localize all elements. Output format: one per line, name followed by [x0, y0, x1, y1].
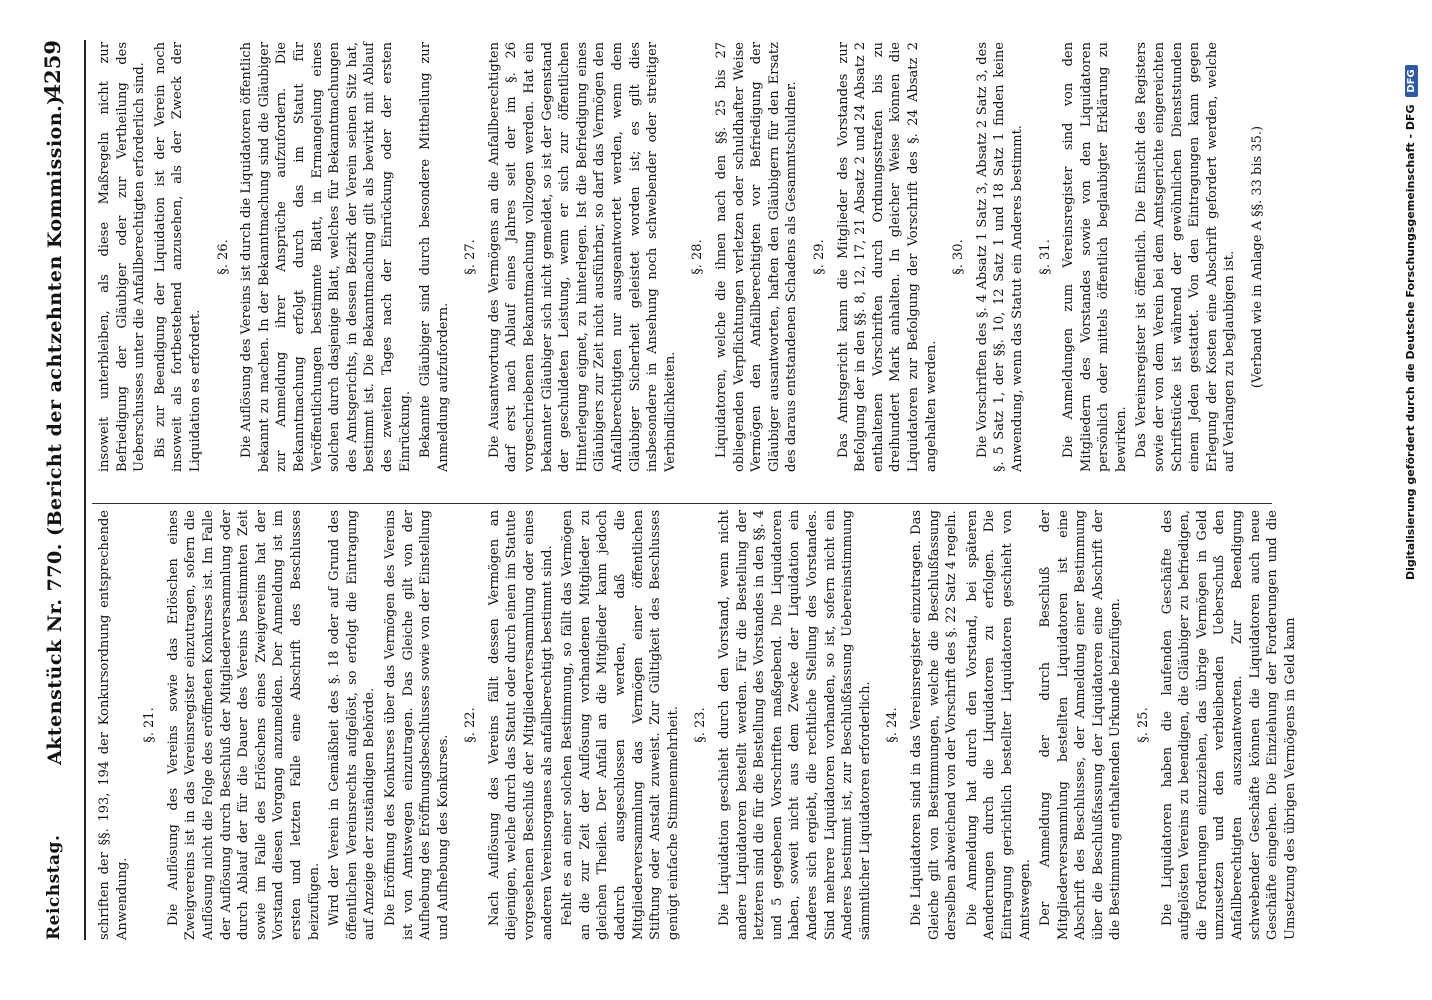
paragraph: Wird der Verein in Gemäßheit des §. 18 oder auf Grund des öffentlichen Vereinsrechts aufgelöst, so erfolgt die Eintragung auf Anzeige der zuständigen Behörde. — [327, 510, 378, 940]
section-heading: §. 22. — [463, 707, 479, 743]
paragraph: Der Anmeldung der durch Beschluß der Mitgliederversammlung bestellten Liquidatoren ist eine Abschrift des Beschlusses, der Anmeldung einer Bestimmung über die Beschlußfassung der Liquidatoren eine Abschrift der die Bestimmung enthaltenden Urkunde beizufügen. — [1038, 510, 1124, 940]
header-title: Aktenstück Nr. 770. (Bericht der achtzehnten Kommission.) — [44, 95, 66, 765]
digitization-credit — [1404, 0, 1422, 580]
paragraph: Das Amtsgericht kann die Mitglieder des Vorstandes zur Befolgung der in den §§. 8, 12, 17, 21 Absatz 2 und 24 Absatz 2 enthaltenen Vorschriften durch Ordnungsstrafen bis zu dreihundert Mark anhalten. In gleicher Weise können die Liquidatoren zur Befolgung der Vorschrift des §. 24 Absatz 2 angehalten werden. — [835, 42, 939, 472]
paragraph: Die Vorschriften des §. 4 Absatz 1 Satz 3, Absatz 2 Satz 3, des §. 5 Satz 1, der §§. 10, 12 Satz 1 und 18 Satz 1 finden keine Anwendung, wenn das Statut ein Anderes bestimmt. — [974, 42, 1025, 472]
paragraph: Die Anmeldungen zum Vereinsregister sind von den Mitgliedern des Vorstandes sowie von den Liquidatoren persönlich oder mittels öffentlich beglaubigter Erklärung zu bewirken. — [1061, 42, 1129, 472]
section-heading: §. 31. — [1037, 239, 1053, 275]
section-heading: §. 25. — [1136, 707, 1152, 743]
paragraph: schriften der §§. 193, 194 der Konkursordnung entsprechende Anwendung. — [97, 510, 130, 940]
paragraph: Die Liquidation geschieht durch den Vorstand, wenn nicht andere Liquidatoren bestellt werden. Für die Bestellung der letzteren sind die für die Bestellung des Vorstandes in den §§. 4 und 5 gegebenen Vorschriften maßgebend. Die Liquidatoren haben, soweit nicht aus dem Zwecke der Liquidation ein Anderes sich ergiebt, die rechtliche Stellung des Vorstandes. Sind mehrere Liquidatoren vorhanden, so ist, sofern nicht ein Anderes bestimmt ist, zur Beschlußfassung Uebereinstimmung sämmtlicher Liquidatoren erforderlich. — [717, 510, 873, 940]
left-column — [96, 510, 1298, 940]
paragraph: Liquidatoren, welche die ihnen nach den §§. 25 bis 27 obliegenden Verpflichtungen verletzen oder schuldhafter Weise Vermögen den Anfallberechtigten vor Befriedigung der Gläubiger ausantworten, haften den Gläubigern für den Ersatz des daraus entstandenen Schadens als Gesammtschuldner. — [714, 42, 800, 472]
paragraph: Bis zur Beendigung der Liquidation ist der Verein noch insoweit als fortbestehend anzusehen, als der Zweck der Liquidation es erfordert. — [152, 42, 203, 472]
header-rule — [84, 40, 86, 940]
section-heading: §. 29. — [811, 239, 827, 275]
paragraph: Die Ausantwortung des Vermögens an die Anfallberechtigten darf erst nach Ablauf eines Jahres seit der im §. 26 vorgeschriebenen Bekanntmachung vollzogen werden. Hat ein bekannter Gläubiger sich nicht gemeldet, so ist der Gegenstand der geschuldeten Leistung, wenn er sich zur öffentlichen Hinterlegung eignet, zu hinterlegen. Ist die Befriedigung eines Gläubigers zur Zeit nicht ausführbar, so darf das Vermögen den Anfallberechtigten nur ausgeantwortet werden, wenn dem Gläubiger Sicherheit geleistet worden ist; es gilt dies insbesondere in Ansehung noch schwebender oder streitiger Verbindlichkeiten. — [486, 42, 678, 472]
paragraph: Nach Auflösung des Vereins fällt dessen Vermögen an diejenigen, welche durch das Statut oder durch einen im Statute vorgesehenen Beschluß der Mitgliederversammlung oder eines anderen Vereinsorganes als anfallberechtigt bestimmt sind. — [486, 510, 555, 940]
credit-text: Digitalisierung gefördert durch die Deutsche Forschungsgemeinschaft - DFG — [1404, 104, 1417, 580]
section-heading: §. 30. — [951, 239, 967, 275]
page-header — [38, 40, 78, 940]
section-heading: §. 21. — [142, 707, 158, 743]
paragraph: Das Vereinsregister ist öffentlich. Die Einsicht des Registers sowie der von dem Verein bei dem Amtsgerichte eingereichten Schriftstücke ist während der gewöhnlichen Dienststunden einem Jeden gestattet. Von den Eintragungen kann gegen Erlegung der Kosten eine Abschrift gefordert werden, welche auf Verlangen zu beglaubigen ist. — [1134, 42, 1238, 472]
dfg-logo-icon: DFG — [1405, 65, 1418, 96]
section-heading: §. 23. — [693, 707, 709, 743]
paragraph: Die Liquidatoren sind in das Vereinsregister einzutragen. Das Gleiche gilt von Bestimmungen, welche die Beschlußfassung derselben abweichend von der Vorschrift des §. 22 Satz 4 regeln. — [908, 510, 960, 940]
column-divider — [92, 503, 1272, 504]
page-number: 4259 — [40, 40, 65, 99]
paragraph: Die Eröffnung des Konkurses über das Vermögen des Vereins ist von Amtswegen einzutragen. Das Gleiche gilt von der Aufhebung des Eröffnungsbeschlusses sowie von der Einstellung und Aufhebung des Konkurses. — [382, 510, 451, 940]
section-heading: §. 24. — [885, 707, 901, 743]
signature-line: (Verband wie in Anlage A §§. 33 bis 35.) — [1250, 125, 1266, 389]
paragraph: Die Anmeldung hat durch den Vorstand, bei späteren Aenderungen durch die Liquidatoren zu erfolgen. Die Eintragung gerichtlich bestellter Liquidatoren geschieht von Amtswegen. — [964, 510, 1033, 940]
paragraph: Bekannte Gläubiger sind durch besondere Mittheilung zur Anmeldung aufzufordern. — [418, 42, 451, 472]
paragraph: Die Liquidatoren haben die laufenden Geschäfte des aufgelösten Vereins zu beendigen, die Gläubiger zu befriedigen, die Forderungen einzuziehen, das übrige Vermögen in Geld umzusetzen und den verbleibenden Ueberschuß den Anfallberechtigten auszuantworten. Zur Beendigung schwebender Geschäfte können die Liquidatoren auch neue Geschäfte eingehen. Die Einziehung der Forderungen und die Umsetzung des übrigen Vermögens in Geld kann — [1159, 510, 1298, 940]
paragraph: Die Auflösung des Vereins sowie das Erlöschen eines Zweigvereins ist in das Vereinsregister einzutragen, sofern die Auflösung nicht die Folge des eröffneten Konkurses ist. Im Falle der Auflösung durch Beschluß der Mitgliederversammlung oder durch Ablauf der für die Dauer des Vereins bestimmten Zeit sowie im Falle des Erlöschens eines Zweigvereins hat der Vorstand diesen Vorgang anzumelden. Der Anmeldung ist im ersten und letzten Falle eine Abschrift des Beschlusses beizufügen. — [165, 510, 322, 940]
right-column — [96, 42, 1266, 472]
section-heading: §. 28. — [690, 239, 706, 275]
paragraph: Fehlt es an einer solchen Bestimmung, so fällt das Vermögen an die zur Zeit der Auflösung vorhandenen Mitglieder zu gleichen Theilen. Der Anfall an die Mitglieder kann jedoch dadurch ausgeschlossen werden, daß die Mitgliederversammlung das Vermögen einer öffentlichen Stiftung oder Anstalt zuweist. Zur Gültigkeit des Beschlusses genügt einfache Stimmenmehrheit. — [560, 510, 681, 940]
paragraph: Die Auflösung des Vereins ist durch die Liquidatoren öffentlich bekannt zu machen. In der Bekanntmachung sind die Gläubiger zur Anmeldung ihrer Ansprüche aufzufordern. Die Bekanntmachung erfolgt durch das im Statut für Veröffentlichungen bestimmte Blatt, in Ermangelung eines solchen durch dasjenige Blatt, welches für Bekanntmachungen des Amtsgerichts, in dessen Bezirk der Verein seinen Sitz hat, bestimmt ist. Die Bekanntmachung gilt als bewirkt mit Ablauf des zweiten Tages nach der Einrückung oder der ersten Einrückung. — [239, 42, 413, 472]
section-heading: §. 27. — [463, 239, 479, 275]
section-heading: §. 26. — [215, 239, 231, 275]
paragraph: insoweit unterbleiben, als diese Maßregeln nicht zur Befriedigung der Gläubiger oder zur Vertheilung des Ueberschusses unter die Anfallberechtigten erforderlich sind. — [97, 42, 148, 472]
header-reichstag: Reichstag. — [44, 834, 64, 940]
